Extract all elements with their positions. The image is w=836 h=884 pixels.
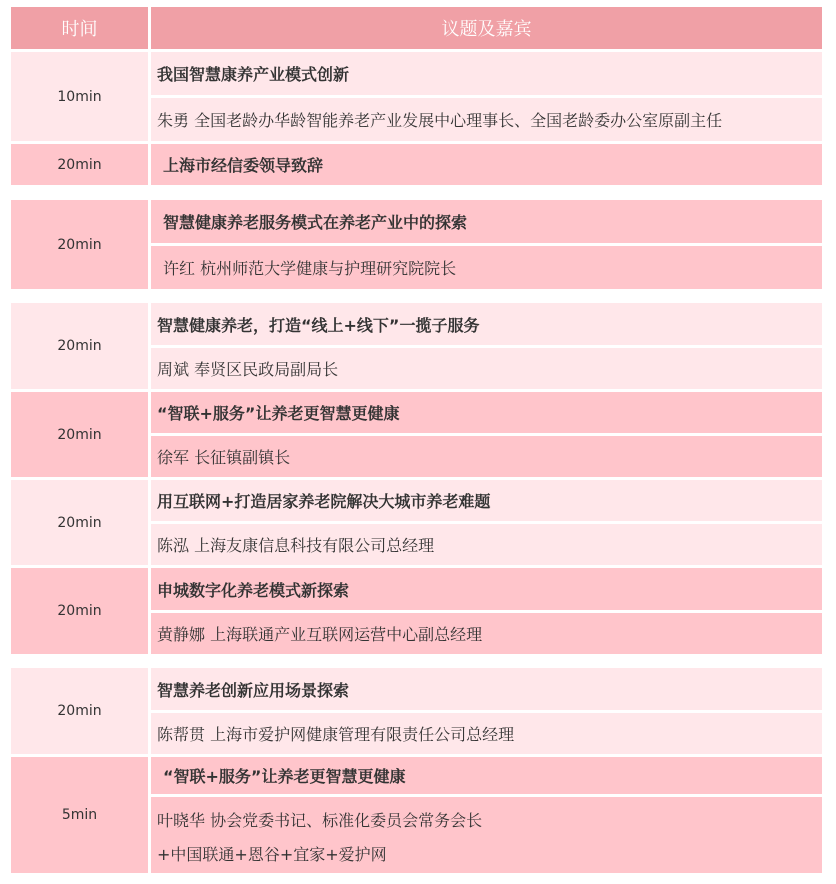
agenda-row	[11, 392, 822, 477]
row-speaker: 许红 杭州师范大学健康与护理研究院院长	[151, 246, 822, 289]
row-time: 20min	[11, 392, 148, 477]
row-speaker-extra: +中国联通+恩谷+宜家+爱护网	[157, 844, 387, 864]
header-time: 时间	[11, 7, 148, 49]
row-title: 上海市经信委领导致辞	[151, 144, 822, 185]
row-speaker: 朱勇 全国老龄办华龄智能养老产业发展中心理事长、全国老龄委办公室原副主任	[151, 98, 822, 141]
row-speaker: 周斌 奉贤区民政局副局长	[151, 348, 822, 389]
row-time: 20min	[11, 144, 148, 185]
row-time: 5min	[11, 757, 148, 873]
row-time: 20min	[11, 668, 148, 754]
agenda-row	[11, 144, 822, 185]
row-time: 10min	[11, 52, 148, 141]
row-title: 申城数字化养老模式新探索	[151, 568, 822, 610]
row-time: 20min	[11, 200, 148, 289]
agenda-row	[11, 303, 822, 389]
row-time: 20min	[11, 480, 148, 565]
row-title: 用互联网+打造居家养老院解决大城市养老难题	[151, 480, 822, 521]
row-speaker: 黄静娜 上海联通产业互联网运营中心副总经理	[151, 613, 822, 654]
agenda-row	[11, 568, 822, 654]
row-title: “智联+服务”让养老更智慧更健康	[151, 392, 822, 433]
header-topic: 议题及嘉宾	[151, 7, 822, 49]
agenda-row	[11, 200, 822, 289]
row-title: 智慧健康养老服务模式在养老产业中的探索	[151, 200, 822, 243]
row-time: 20min	[11, 303, 148, 389]
row-speaker: 叶晓华 协会党委书记、标准化委员会常务会长	[157, 810, 483, 830]
row-title: 智慧养老创新应用场景探索	[151, 668, 822, 710]
agenda-row	[11, 52, 822, 141]
row-speaker: 陈泓 上海友康信息科技有限公司总经理	[151, 524, 822, 565]
row-title: 我国智慧康养产业模式创新	[151, 52, 822, 95]
row-title: “智联+服务”让养老更智慧更健康	[151, 757, 822, 794]
row-speaker: 徐军 长征镇副镇长	[151, 436, 822, 477]
row-title: 智慧健康养老，打造“线上+线下”一揽子服务	[151, 303, 822, 345]
agenda-row	[11, 480, 822, 565]
row-speaker: 陈帮贯 上海市爱护网健康管理有限责任公司总经理	[151, 713, 822, 754]
row-time: 20min	[11, 568, 148, 654]
agenda-row	[11, 757, 822, 873]
agenda-row	[11, 668, 822, 754]
